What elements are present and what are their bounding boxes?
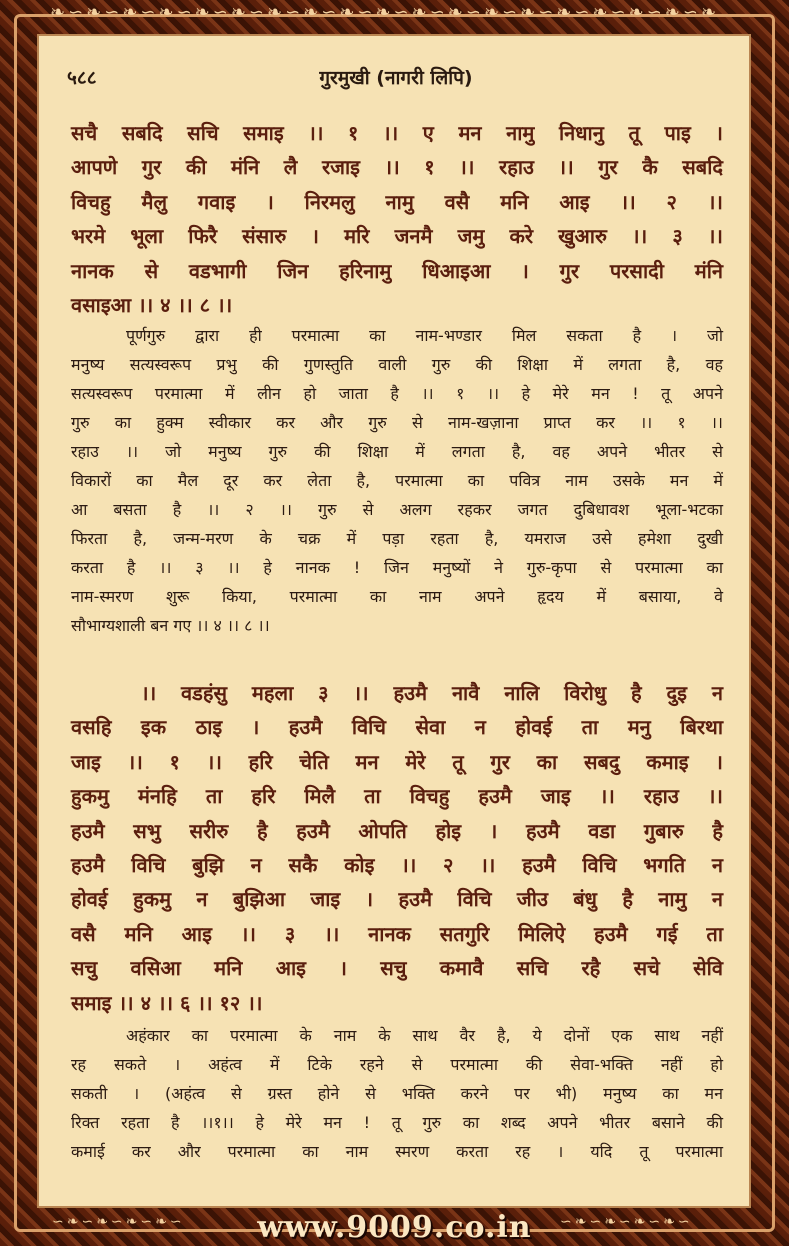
running-title: गुरमुखी (नागरी लिपि) bbox=[319, 67, 473, 89]
verse-line: ।। वडहंसु महला ३ ।। हउमै नावै नालि विरोधु है दुइ न bbox=[141, 681, 723, 705]
verse-line: समाइ ।। ४ ।। ६ ।। १२ ।। bbox=[71, 990, 263, 1015]
translation-line: अहंकार का परमात्मा के नाम के साथ वैर है, ये दोनों एक साथ नहीं bbox=[126, 1026, 723, 1045]
translation-line: सत्यस्वरूप परमात्मा में लीन हो जाता है ।। १ ।। हे मेरे मन ! तू अपने bbox=[71, 384, 723, 403]
page-number: ५८८ bbox=[67, 67, 97, 89]
verse-line: सचु वसिआ मनि आइ । सचु कमावै सचि रहै सचे सेवि bbox=[71, 956, 723, 981]
translation-line: सौभाग्यशाली बन गए ।। ४ ।। ८ ।। bbox=[71, 616, 270, 635]
scripture-page bbox=[37, 34, 751, 1208]
verse-line: सचै सबदि सचि समाइ ।। १ ।। ए मन नामु निधानु तू पाइ । bbox=[71, 121, 723, 145]
verse-line: नानक से वडभागी जिन हरिनामु धिआइआ । गुर परसादी मंनि bbox=[71, 258, 723, 283]
translation-line: रहाउ ।। जो मनुष्य गुरु की शिक्षा में लगता है, वह अपने भीतर से bbox=[71, 442, 723, 461]
verse-line: विचहु मैलु गवाइ । निरमलु नामु वसै मनि आइ ।। २ ।। bbox=[71, 189, 723, 214]
translation-line: करता है ।। ३ ।। हे नानक ! जिन मनुष्यों ने गुरु-कृपा से परमात्मा का bbox=[71, 558, 723, 577]
translation-line: फिरता है, जन्म-मरण के चक्र में पड़ा रहता है, यमराज उसे हमेशा दुखी bbox=[71, 529, 723, 548]
top-ornament-icon: ❧∽❧∽❧∽❧∽❧∽❧∽❧∽❧∽❧∽❧∽❧∽❧∽❧∽❧∽❧∽❧∽❧∽❧∽❧ bbox=[50, 2, 720, 23]
verse-line: हउमै सभु सरीरु है हउमै ओपति होइ । हउमै वडा गुबारु है bbox=[71, 818, 723, 843]
verse-line: भरमे भूला फिरै संसारु । मरि जनमै जमु करे खुआरु ।। ३ ।। bbox=[71, 224, 723, 249]
translation-line: सकती । (अहंत्व से ग्रस्त होने से भक्ति करने पर भी) मनुष्य का मन bbox=[71, 1084, 723, 1103]
bottom-left-ornament-icon: ∽❧∽❧∽❧∽❧∽ bbox=[52, 1214, 185, 1230]
translation-line: रह सकते । अहंत्व में टिके रहने से परमात्मा की सेवा-भक्ति नहीं हो bbox=[71, 1055, 723, 1074]
translation-line: रिक्त रहता है ।।१।। हे मेरे मन ! तू गुरु का शब्द अपने भीतर बसाने की bbox=[71, 1113, 723, 1132]
verse-line: आपणे गुर की मंनि लै रजाइ ।। १ ।। रहाउ ।। गुर कै सबदि bbox=[71, 155, 723, 180]
page-header bbox=[61, 64, 731, 90]
verse-line: वसै मनि आइ ।। ३ ।। नानक सतगुरि मिलिऐ हउमै गई ता bbox=[71, 921, 723, 946]
translation-line: गुरु का हुक्म स्वीकार कर और गुरु से नाम-खज़ाना प्राप्त कर ।। १ ।। bbox=[71, 413, 723, 432]
verse-line: वसहि इक ठाइ । हउमै विचि सेवा न होवई ता मनु बिरथा bbox=[71, 715, 723, 740]
verse-line: जाइ ।। १ ।। हरि चेति मन मेरे तू गुर का सबदु कमाइ । bbox=[71, 749, 723, 774]
bottom-right-ornament-icon: ∽❧∽❧∽❧∽❧∽ bbox=[560, 1214, 693, 1230]
translation-line: नाम-स्मरण शुरू किया, परमात्मा का नाम अपने हृदय में बसाया, वे bbox=[71, 587, 723, 606]
hindi-translation-1 bbox=[71, 321, 723, 640]
gurbani-stanza-1 bbox=[71, 116, 723, 322]
verse-line: वसाइआ ।। ४ ।। ८ ।। bbox=[71, 292, 233, 317]
verse-line: होवई हुकमु न बुझिआ जाइ । हउमै विचि जीउ बंधु है नामु न bbox=[71, 887, 723, 912]
verse-line: हउमै विचि बुझि न सकै कोइ ।। २ ।। हउमै विचि भगति न bbox=[71, 852, 723, 877]
translation-line: आ बसता है ।। २ ।। गुरु से अलग रहकर जगत दुबिधावश भूला-भटका bbox=[71, 500, 723, 519]
hindi-translation-2 bbox=[71, 1021, 723, 1166]
translation-line: पूर्णगुरु द्वारा ही परमात्मा का नाम-भण्डार मिल सकता है । जो bbox=[126, 326, 723, 345]
website-url[interactable]: www.9009.co.in bbox=[257, 1210, 532, 1245]
translation-line: कमाई कर और परमात्मा का नाम स्मरण करता रह । यदि तू परमात्मा bbox=[71, 1142, 723, 1161]
gurbani-stanza-2 bbox=[71, 676, 723, 1020]
translation-line: विकारों का मैल दूर कर लेता है, परमात्मा का पवित्र नाम उसके मन में bbox=[71, 471, 723, 490]
translation-line: मनुष्य सत्यस्वरूप प्रभु की गुणस्तुति वाली गुरु की शिक्षा में लगता है, वह bbox=[71, 355, 723, 374]
verse-line: हुकमु मंनहि ता हरि मिलै ता विचहु हउमै जाइ ।। रहाउ ।। bbox=[71, 784, 723, 809]
